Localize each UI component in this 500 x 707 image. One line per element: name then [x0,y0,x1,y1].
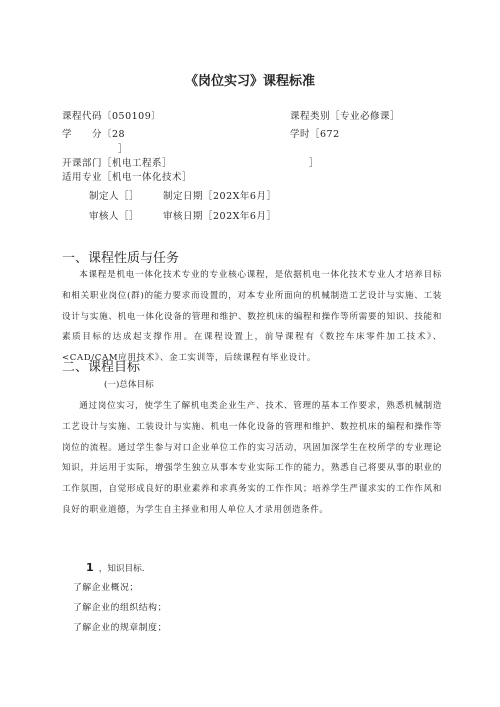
author: 制定人［］ [89,191,140,202]
knowledge-goal-number: 1 [86,561,94,574]
major: 适用专业［机电一体化技术］ [62,172,193,183]
section-2-paragraph: 通过岗位实习，使学生了解机电类企业生产、技术、管理的基本工作要求，熟悉机械制造工艺设计与实施、工装设计与实施、机电一体化设备的管理和维护、数控机床的编程和操作等岗位的流程。通过学生参与对口企业单位工作的实习活动，巩固加深学生在校所学的专业理论知识，并运用于实际，增强学生独立从事本专业实际工作的能力，熟悉自己将要从事的职业的工作氛围，自觉形成良好的职业素养和求真务实的工作作风；培养学生严谨求实的工作作风和良好的职业道德，为学生自主择业和用人单位人才录用创造条件。 [62,401,442,515]
knowledge-goal-heading [86,556,144,575]
review-date: 审核日期［202X年6月］ [163,211,277,222]
credit-close: ］ [118,144,129,155]
section-heading-1: 一、课程性质与任务 [62,251,180,266]
hours: 学时［672 [290,129,340,140]
section-heading-2: 二、课程目标 [62,360,141,375]
list-item: 了解企业概况； [73,583,139,593]
course-type: 课程类别［专业必修课］ [290,111,401,122]
credit: 学 分〔28 [62,129,126,140]
reviewer: 审核人［］ [89,211,140,222]
document-title: 《岗位实习》课程标准 [184,74,315,89]
list-item: 了解企业的组织结构； [73,603,167,613]
subsection-heading: (一)总体目标 [104,380,154,390]
department: 开课部门［机电工程系］ [62,158,173,169]
course-code: 课程代码〔050109〕 [62,111,162,122]
author-date: 制定日期［202X年6月］ [163,191,277,202]
hours-close: ］ [309,158,320,169]
list-item: 了解企业的规章制度； [73,623,167,633]
section-1-paragraph: 本课程是机电一体化技术专业的专业核心课程，是依据机电一体化技术专业人才培养目标和相关职业岗位(群)的能力要求而设置的，对本专业所面向的机械制造工艺设计与实施、工装设计与实施、机电一体化设备的管理和维护、数控机床的编程和操作等所需要的知识、技能和素质目标的达成起支撑作用。在课程设置上，前导课程有《数控车床零件加工技术》、<CAD/CAM应用技术》、金工实训等，后续课程有毕业设计。 [62,270,442,364]
knowledge-goal-label: ，知识目标. [98,564,145,574]
